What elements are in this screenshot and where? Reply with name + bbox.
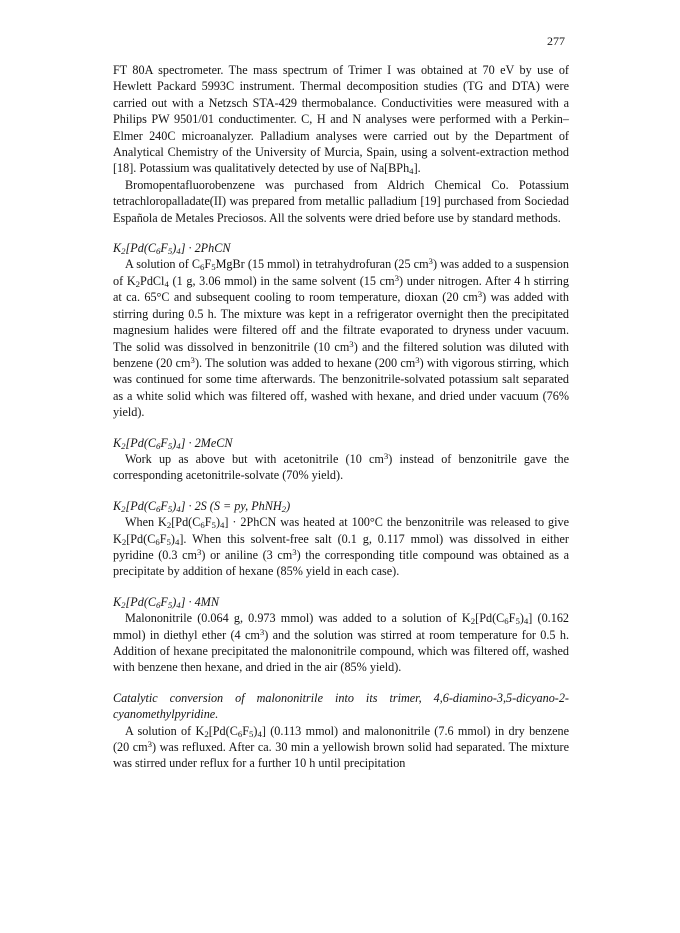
paragraph-materials: Bromopentafluorobenzene was purchased from Aldrich Chemical Co. Potassium tetrachloropalladate(II) was prepared from metallic palladium [19] purchased from Sociedad Española de Metales Preciosos. All the solvents were dried before use by standard methods. — [113, 177, 569, 225]
paragraph-instruments: FT 80A spectrometer. The mass spectrum of Trimer I was obtained at 70 eV by use of Hewlett Packard 5993C instrument. Thermal decomposition studies (TG and DTA) were carried out with a Netzsch STA-429 thermobalance. Conductivities were measured with a Philips PW 9501/01 conductimenter. C, H and N analyses were performed with a Perkin–Elmer 240C microanalyzer. Palladium analyses were carried out by the Department of Analytical Chemistry of the University of Murcia, Spain, using a solvent-extraction method [18]. Potassium was qualitatively detected by use of Na[BPh$_4$]. — [113, 63, 569, 177]
paragraph-2s-synthesis: When $K_2[Pd(C_6F_5)_4]$ · 2PhCN was heated at 100°C the benzonitrile was released to give $K_2[Pd(C_6F_5)_4]$. When this solvent-free salt (0.1 g, 0.117 mmol) was dissolved in either pyridine (0.3 $cm^3$) or aniline (3 $cm^3$) the corresponding title compound was obtained as a precipitate by addition of hexane (85% yield in each case). — [113, 515, 570, 579]
paragraph-2phcn-synthesis: A solution of $C_6F_5MgBr$ (15 mmol) in tetrahydrofuran (25 $cm^3$) was added to a suspension of $K_2PdCl_4$ (1 g, 3.06 mmol) in the same solvent (15 $cm^3$) under nitrogen. After 4 h stirring at ca. 65°C and subsequent cooling to room temperature, dioxan (20 $cm^3$) was added with stirring during 0.5 h. The mixture was kept in a refrigerator overnight then the precipitated magnesium halides were filtered off and the filtrate evaporated to dryness under vacuum. The solid was dissolved in benzonitrile (10 $cm^3$) and the filtered solution was diluted with benzene (20 $cm^3$). The solution was added to hexane (200 $cm^3$) with vigorous stirring, which was continued for some time afterwards. The benzonitrile-solvated potassium salt separated as a white solid which was filtered off, washed with hexane, and dried under vacuum (76% yield). — [113, 256, 570, 420]
paragraph-4mn-synthesis: Malononitrile (0.064 g, 0.973 mmol) was added to a solution of $K_2[Pd(C_6F_5)_4]$ (0.162 mmol) in diethyl ether (4 $cm^3$) and the solution was stirred at room temperature for 0.5 h. Addition of hexane precipitated the malononitrile compound, which was filtered off, washed with benzene then hexane, and dried in the air (85% yield). — [113, 611, 570, 675]
body-text — [113, 62, 569, 772]
paragraph-catalytic-conversion: A solution of $K_2[Pd(C_6F_5)_4]$ (0.113 mmol) and malononitrile (7.6 mmol) in dry benzene (20 $cm^3$) was refluxed. After ca. 30 min a yellowish brown solid had separated. The mixture was stirred under reflux for a further 10 h until precipitation — [113, 723, 570, 771]
section-heading-4mn: $K_2[Pd(C_6F_5)_4] \cdot 4MN$ — [113, 594, 219, 610]
section-heading-2s: $K_2[Pd(C_6F_5)_4] \cdot 2S$ (S = py, PhNH$_2$) — [113, 498, 291, 514]
section-heading-catalytic-conversion: Catalytic conversion of malononitrile into its trimer, 4,6-diamino-3,5-dicyano-2-cyanomethylpyridine. — [113, 690, 569, 722]
paragraph-2mecn-synthesis: Work up as above but with acetonitrile (10 $cm^3$) instead of benzonitrile gave the corresponding acetonitrile-solvate (70% yield). — [113, 451, 569, 483]
section-heading-2phcn: $K_2[Pd(C_6F_5)_4]$ · 2PhCN — [113, 241, 231, 257]
section-heading-2mecn: $K_2[Pd(C_6F_5)_4]$ · 2MeCN — [113, 435, 233, 451]
page-number: 277 — [547, 34, 565, 48]
